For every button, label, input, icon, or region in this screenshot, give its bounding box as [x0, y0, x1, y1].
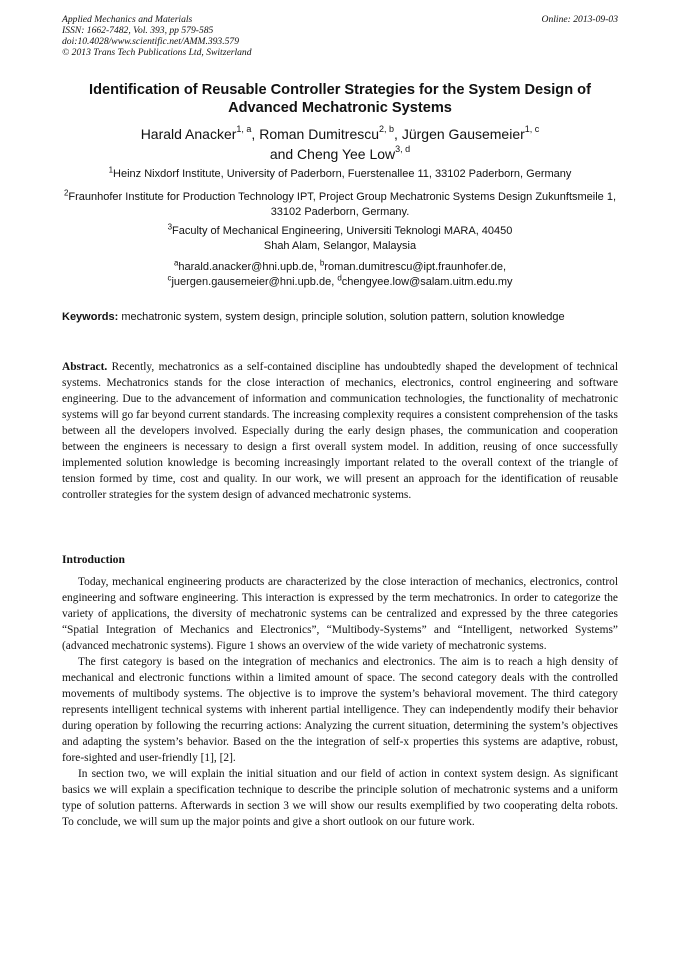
copyright-line: © 2013 Trans Tech Publications Ltd, Switzerland [62, 47, 252, 58]
abstract-block [62, 359, 618, 503]
keywords-text: mechatronic system, system design, principle solution, solution pattern, solution knowledge [121, 311, 565, 323]
affiliation-marker: 3 [167, 222, 173, 232]
introduction-body [62, 574, 618, 830]
affiliation [62, 190, 618, 220]
affiliation-text: Heinz Nixdorf Institute, University of Paderborn, Fuerstenallee 11, 33102 Paderborn, Germany [113, 168, 572, 180]
author-marker: 1, a [236, 124, 252, 135]
paper-title: Identification of Reusable Controller Strategies for the System Design of Advanced Mechatronic Systems [89, 82, 591, 116]
email-marker: c [167, 273, 172, 283]
paragraph: Today, mechanical engineering products are characterized by the close interaction of mechanics, electronics, control engineering and software engineering. This interaction is expressed by the term mechatronics. In order to categorize the variety of applications, the diversity of mechatronic systems can be centralized and expressed by the three categories “Spatial Integration of Mechanics and Electronics”, “Multibody-Systems” and “Intelligent, networked Systems” (advanced mechatronic systems). Figure 1 shows an overview of the wide variety of mechatronic systems. [62, 576, 618, 652]
doi-line: doi:10.4028/www.scientific.net/AMM.393.579 [62, 36, 240, 47]
keywords-label: Keywords: [62, 311, 119, 323]
paragraph: In section two, we will explain the initial situation and our field of action in context system design. As significant basics we will explain a specification technique to describe the principle solution of mechatronic systems and a uniform type of solution patterns. Afterwards in section 3 we will show our results exemplified by two cooperating delta robots. To conclude, we will sum up the major points and give a short outlook on our future work. [62, 768, 618, 828]
email-link[interactable]: juergen.gausemeier@hni.upb.de [171, 276, 332, 288]
author-marker: 2, b [379, 124, 395, 135]
affiliation-text: Faculty of Mechanical Engineering, Universiti Teknologi MARA, 40450 Shah Alam, Selangor, Malaysia [172, 225, 513, 252]
journal-name: Applied Mechanics and Materials [62, 14, 193, 25]
affiliation-text: Fraunhofer Institute for Production Technology IPT, Project Group Mechatronic Systems Design Zukunftsmeile 1, 33102 Paderborn, Germany. [68, 191, 617, 218]
email-marker: d [337, 273, 342, 283]
email-link[interactable]: chengyee.low@salam.uitm.edu.my [341, 276, 513, 288]
email-list: $^a$harald.anacker@hni.upb.de, $^b$roman.dumitrescu@ipt.fraunhofer.de, $^c$juergen.gausemeier@hni.upb.de, $^d$chengyee.low@salam.uitm.edu.my [167, 258, 513, 288]
section-heading: Introduction [62, 553, 125, 566]
online-date: Online: 2013-09-03 [541, 14, 618, 25]
abstract-label: Abstract. [62, 361, 108, 373]
author-name: Harald Anacker [140, 126, 237, 142]
keywords-block [62, 310, 618, 325]
paragraph: The first category is based on the integration of mechanics and electronics. The aim is to reach a high density of mechanical and electronic functions within a limited amount of space. The second category deals with the controlled movements of multibody systems. The objective is to improve the system’s behavioral movement. The third category represents intelligent technical systems with inherent partial intelligence. They can independently modify their behavior during operation by following the recurring actions: Analyzing the current situation, determining the system’s objectives and adapting the system’s behavior. Based on the the integration of self-x properties this systems are adaptive, robust, fore-sighted and user-friendly [1], [2]. [62, 656, 618, 764]
affiliation-marker: 2 [63, 188, 69, 198]
email-link[interactable]: roman.dumitrescu@ipt.fraunhofer.de [324, 261, 503, 273]
author-marker: 1, c [524, 124, 540, 135]
issn-line: ISSN: 1662-7482, Vol. 393, pp 579-585 [62, 25, 214, 36]
affiliation-marker: 1 [108, 165, 114, 175]
author-name: Roman Dumitrescu [259, 126, 380, 142]
email-marker: b [319, 258, 325, 268]
author-list: Harald Anacker$^{1, a}$, Roman Dumitrescu$^{2, b}$, Jürgen Gausemeier$^{1, c}$ and Cheng Yee Low$^{3, d}$ [140, 124, 540, 162]
affiliation [62, 224, 618, 254]
journal-header [62, 14, 618, 58]
email-marker: a [173, 258, 179, 268]
author-name: Jürgen Gausemeier [401, 126, 525, 142]
author-marker: 3, d [395, 144, 411, 155]
abstract-text: Recently, mechatronics as a self-contained discipline has undoubtedly shaped the development of technical systems. Mechatronics stands for the close interaction of mechanics, electronics, control engineering and software engineering. Due to the advancement of information and communication technologies, the functionality of mechatronic systems will go far beyond current standards. The increasing complexity requires a consistent comprehension of the tasks between all the developers involved. Especially during the early design phases, the communication and cooperation between the engineers is necessary to design a first overall system model. In addition, reusing of once successfully implemented solution knowledge is becoming increasingly important related to the overall context of the triangle of tension formed by time, cost and quality. In our work, we will present an approach for the identification of reusable controller strategies for the system design of advanced mechatronic systems. [62, 361, 618, 501]
author-name: and Cheng Yee Low [269, 146, 396, 162]
email-link[interactable]: harald.anacker@hni.upb.de [178, 261, 314, 273]
affiliation [62, 167, 618, 182]
